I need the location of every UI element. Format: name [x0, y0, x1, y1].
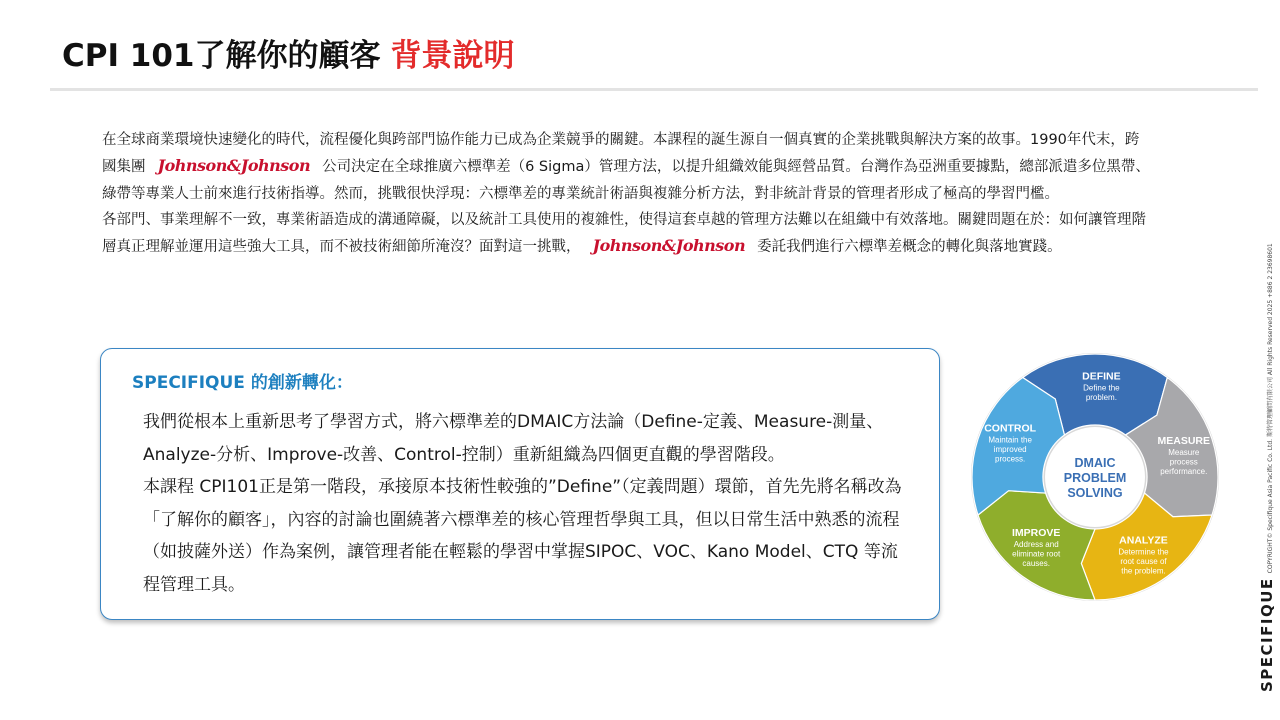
segment-title: ANALYZE — [1119, 534, 1168, 547]
segment-desc: process. — [995, 454, 1026, 464]
segment-desc: performance. — [1160, 466, 1208, 476]
center-label: PROBLEM — [1063, 471, 1127, 485]
center-label: DMAIC — [1074, 456, 1116, 470]
segment-desc: causes. — [1022, 559, 1050, 569]
innovation-box — [100, 348, 940, 620]
dmaic-cycle-diagram — [965, 345, 1225, 610]
segment-desc: improved — [993, 445, 1027, 455]
segment-desc: Address and — [1013, 540, 1059, 550]
segment-label-define — [1082, 370, 1121, 402]
segment-title: IMPROVE — [1011, 527, 1061, 540]
segment-desc: root cause of — [1120, 557, 1167, 567]
title-main: CPI 101了解你的顧客 — [62, 38, 381, 74]
segment-desc: Measure — [1168, 447, 1200, 457]
title-divider — [50, 88, 1258, 91]
copyright-text: COPYRIGHT© Specifique Asia Pacific Co. Ltd. 斯特管理顧問有限公司 All Rights Reserved 2025 +886 2 23698601 — [1267, 243, 1274, 574]
segment-desc: Maintain the — [988, 435, 1032, 445]
title-accent: 背景說明 — [390, 38, 515, 74]
side-footer — [1260, 243, 1275, 692]
intro-p1-part-b: 公司決定在全球推廣六標準差（6 Sigma）管理方法，以提升組織效能與經營品質。台灣作為亞洲重要據點，總部派遣多位黑帶、綠帶等專業人士前來進行技術指導。然而，挑戰很快浮現：六標準差的專業統計術語與複雜分析方法，對非統計背景的管理者形成了極高的學習門檻。 — [102, 159, 1150, 202]
segment-label-analyze — [1118, 535, 1169, 576]
intro-p1-part-a: 在全球商業環境快速變化的時代，流程優化與跨部門協作能力已成為企業競爭的關鍵。本課程的誕生源自一個真實的企業挑戰與解決方案的故事。1990年代末，跨國集團 — [102, 132, 1140, 176]
segment-desc: Define the — [1083, 383, 1120, 393]
segment-desc: process — [1169, 457, 1198, 467]
brand-logo: SPECIFIQUE — [1258, 577, 1276, 692]
segment-desc: Determine the — [1118, 547, 1169, 557]
segment-title: CONTROL — [984, 422, 1037, 435]
intro-paragraph-1 — [102, 127, 1152, 207]
segment-title: MEASURE — [1157, 434, 1211, 447]
intro-text — [102, 127, 1152, 260]
box-title: SPECIFIQUE 的創新轉化： — [132, 373, 353, 393]
box-paragraph-2: 本課程 CPI101正是第一階段，承接原本技術性較強的”Define”（定義問題）環節，首先先將名稱改為「了解你的顧客」，內容的討論也圍繞著六標準差的核心管理哲學與工具，但以日常生活中熟悉的流程（如披薩外送）作為案例，讓管理者能在輕鬆的學習中掌握SIPOC、VOC、Kano Model、CTQ 等流程管理工具。 — [143, 477, 902, 595]
segment-desc: eliminate root — [1012, 549, 1061, 559]
box-body — [143, 406, 913, 601]
intro-p2-part-b: 委託我們進行六標準差概念的轉化與落地實踐。 — [757, 239, 1062, 256]
segment-desc: the problem. — [1121, 566, 1166, 576]
johnson-logo: Johnson&Johnson — [157, 156, 311, 176]
box-paragraph-1: 我們從根本上重新思考了學習方式，將六標準差的DMAIC方法論（Define-定義、Measure-測量、Analyze-分析、Improve-改善、Control-控制）重新組織為四個更直觀的學習階段。 — [143, 412, 884, 465]
center-label: SOLVING — [1067, 486, 1123, 500]
intro-p2-part-a: 各部門、事業理解不一致，專業術語造成的溝通障礙，以及統計工具使用的複雜性，使得這套卓越的管理方法難以在組織中有效落地。關鍵問題在於：如何讓管理階層真正理解並運用這些強大工具，而不被技術細節所淹沒？面對這一挑戰， — [102, 211, 1146, 256]
intro-paragraph-2 — [102, 207, 1152, 261]
page-title — [62, 30, 515, 75]
segment-title: DEFINE — [1082, 370, 1121, 383]
segment-desc: problem. — [1085, 392, 1117, 402]
johnson-logo: Johnson&Johnson — [592, 236, 746, 256]
